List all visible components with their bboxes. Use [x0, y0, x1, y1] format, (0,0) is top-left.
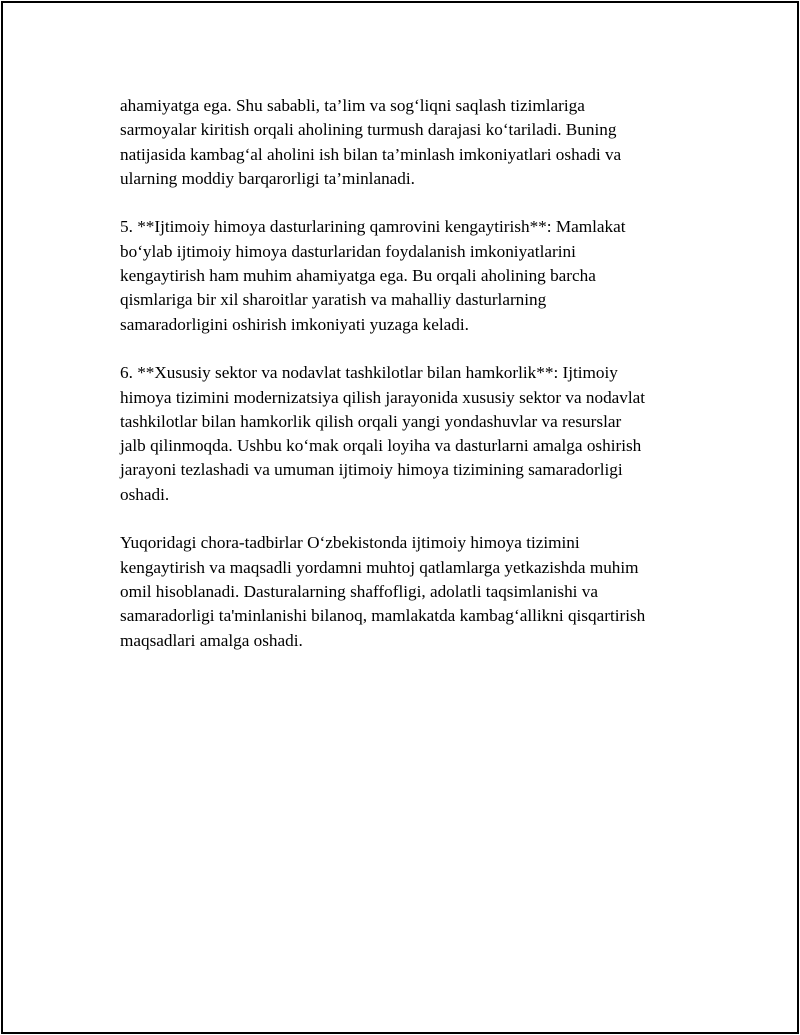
document-body: [120, 94, 695, 677]
paragraph-continuation: ahamiyatga ega. Shu sababli, ta’lim va sog‘liqni saqlash tizimlariga sarmoyalar kiritish orqali aholining turmush darajasi ko‘tariladi. Buning natijasida kambag‘al aholini ish bilan ta’minlash imkoniyatlari oshadi va ularning moddiy barqarorligi ta’minlanadi.: [120, 96, 622, 188]
paragraph-item-6: 6. **Xususiy sektor va nodavlat tashkilotlar bilan hamkorlik**: Ijtimoiy himoya tizimini modernizatsiya qilish jarayonida xususiy sektor va nodavlat tashkilotlar bilan hamkorlik qilish orqali yangi yondashuvlar va resurslar jalb qilinmoqda. Ushbu ko‘mak orqali loyiha va dasturlarni amalga oshirish jarayoni tezlashadi va umuman ijtimoiy himoya tizimining samaradorligi oshadi.: [120, 363, 646, 504]
page-frame: [1, 1, 799, 1034]
paragraph-item-5: 5. **Ijtimoiy himoya dasturlarining qamrovini kengaytirish**: Mamlakat bo‘ylab ijtimoiy himoya dasturlaridan foydalanish imkoniyatlarini kengaytirish ham muhim ahamiyatga ega. Bu orqali aholining barcha qismlariga bir xil sharoitlar yaratish va mahalliy dasturlarning samaradorligini oshirish imkoniyati yuzaga keladi.: [120, 217, 626, 334]
paragraph-conclusion: Yuqoridagi chora-tadbirlar O‘zbekistonda ijtimoiy himoya tizimini kengaytirish va maqsadli yordamni muhtoj qatlamlarga yetkazishda muhim omil hisoblanadi. Dasturalarning shaffofligi, adolatli taqsimlanishi va samaradorligi ta'minlanishi bilanoq, mamlakatda kambag‘allikni qisqartirish maqsadlari amalga oshadi.: [120, 533, 646, 650]
